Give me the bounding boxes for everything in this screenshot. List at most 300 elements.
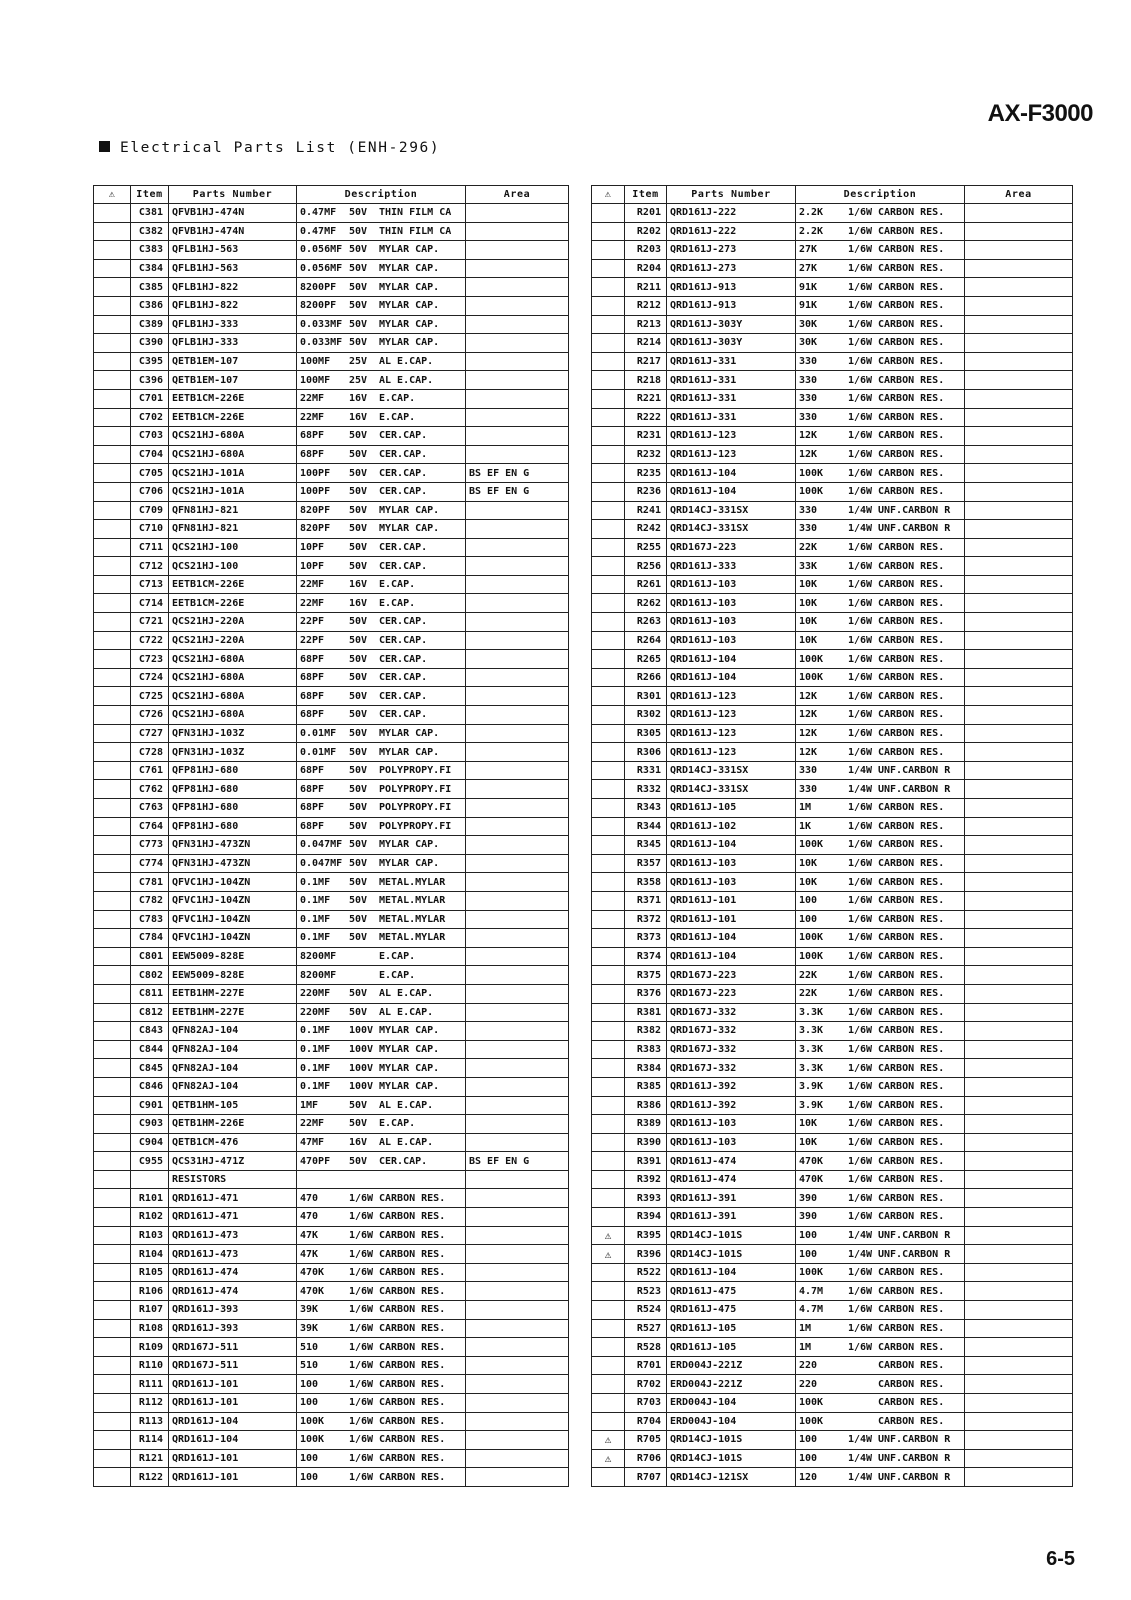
description-cell [796, 296, 965, 315]
safety-cell [592, 482, 625, 501]
table-row [592, 984, 1073, 1003]
desc-type: MYLAR CAP. [379, 746, 440, 758]
desc-type: UNF.CARBON R [878, 1229, 951, 1241]
description-cell [796, 575, 965, 594]
area-cell [466, 891, 569, 910]
area-cell [466, 352, 569, 371]
table-row [94, 1319, 569, 1338]
desc-rating: 1/4W [848, 1248, 873, 1260]
desc-type: MYLAR CAP. [379, 504, 440, 516]
description-cell [297, 594, 466, 613]
desc-rating: 50V [349, 244, 368, 256]
description-cell [297, 1394, 466, 1413]
desc-rating: 1/6W [848, 337, 873, 349]
table-row [94, 799, 569, 818]
desc-value: 390 [799, 1211, 818, 1223]
safety-cell [94, 1245, 131, 1264]
safety-cell [592, 780, 625, 799]
area-cell [466, 1394, 569, 1413]
item-cell: R110 [131, 1356, 169, 1375]
part-number-cell: QRD161J-101 [169, 1449, 297, 1468]
area-cell [466, 501, 569, 520]
desc-type: CARBON RES. [878, 951, 945, 963]
item-cell: R384 [625, 1059, 667, 1078]
part-number-cell: EETB1CM-226E [169, 389, 297, 408]
item-cell: R214 [625, 334, 667, 353]
desc-rating: 50V [349, 281, 368, 293]
description-cell [796, 1394, 965, 1413]
desc-rating: 1/6W [848, 1099, 873, 1111]
part-number-cell: ERD004J-104 [667, 1394, 796, 1413]
item-cell: R528 [625, 1338, 667, 1357]
table-row [592, 1301, 1073, 1320]
safety-cell [592, 1394, 625, 1413]
desc-value: 100K [799, 672, 824, 684]
desc-type: UNF.CARBON R [878, 1248, 951, 1260]
desc-value: 22MF [300, 1118, 325, 1130]
description-cell [796, 482, 965, 501]
description-cell [297, 1022, 466, 1041]
item-cell: R202 [625, 222, 667, 241]
description-cell [297, 352, 466, 371]
area-cell [965, 1245, 1073, 1264]
description-cell [796, 464, 965, 483]
desc-rating: 1/6W [349, 1453, 374, 1465]
desc-type: CARBON RES. [878, 281, 945, 293]
item-cell: C721 [131, 613, 169, 632]
description-cell [297, 1115, 466, 1134]
safety-cell [94, 520, 131, 539]
item-cell: C395 [131, 352, 169, 371]
item-cell: R344 [625, 817, 667, 836]
desc-value: 47MF [300, 1136, 325, 1148]
description-cell [297, 799, 466, 818]
item-cell: C761 [131, 761, 169, 780]
item-cell: C774 [131, 854, 169, 873]
table-row [94, 743, 569, 762]
table-row [592, 1431, 1073, 1450]
desc-type: CARBON RES. [379, 1415, 446, 1427]
item-cell: R706 [625, 1449, 667, 1468]
safety-cell [592, 1208, 625, 1227]
part-number-cell: QRD161J-103 [667, 873, 796, 892]
area-cell [965, 464, 1073, 483]
desc-value: 10K [799, 634, 818, 646]
desc-rating: 1/6W [349, 1285, 374, 1297]
table-row [94, 1208, 569, 1227]
part-number-cell: QRD161J-273 [667, 259, 796, 278]
desc-value: 100K [799, 932, 824, 944]
desc-rating: 16V [349, 411, 368, 423]
area-cell [466, 687, 569, 706]
safety-cell [592, 1468, 625, 1487]
desc-type: CARBON RES. [878, 1025, 945, 1037]
area-cell [965, 984, 1073, 1003]
item-cell: R211 [625, 278, 667, 297]
desc-rating: 1/6W [848, 913, 873, 925]
table-row [592, 929, 1073, 948]
part-number-cell: QRD161J-101 [169, 1375, 297, 1394]
safety-cell [592, 1022, 625, 1041]
part-number-cell: QRD161J-222 [667, 204, 796, 223]
area-cell [466, 427, 569, 446]
description-cell [297, 408, 466, 427]
safety-cell [94, 1356, 131, 1375]
safety-cell [94, 427, 131, 446]
safety-cell [592, 464, 625, 483]
safety-cell [94, 1431, 131, 1450]
desc-type: CER.CAP. [379, 449, 428, 461]
description-cell [796, 352, 965, 371]
desc-value: 470 [300, 1192, 319, 1204]
table-row [592, 1356, 1073, 1375]
desc-type: AL E.CAP. [379, 1136, 434, 1148]
table-row [592, 836, 1073, 855]
item-cell: R305 [625, 724, 667, 743]
desc-value: 0.01MF [300, 746, 337, 758]
table-row [94, 1375, 569, 1394]
description-cell [796, 1096, 965, 1115]
safety-cell [592, 743, 625, 762]
safety-cell [94, 315, 131, 334]
safety-cell [592, 1412, 625, 1431]
desc-type: CARBON RES. [878, 1211, 945, 1223]
desc-type: METAL.MYLAR [379, 913, 446, 925]
item-cell: C381 [131, 204, 169, 223]
description-cell [796, 984, 965, 1003]
description-cell [796, 1282, 965, 1301]
desc-rating: 1/6W [349, 1341, 374, 1353]
item-cell: R343 [625, 799, 667, 818]
table-row [592, 854, 1073, 873]
table-row [94, 278, 569, 297]
area-cell [965, 1115, 1073, 1134]
area-cell [965, 1412, 1073, 1431]
part-number-cell: QRD161J-104 [667, 482, 796, 501]
item-cell: R232 [625, 445, 667, 464]
desc-value: 0.1MF [300, 1025, 331, 1037]
desc-value: 3.3K [799, 1044, 824, 1056]
safety-cell [94, 1152, 131, 1171]
table-row [592, 817, 1073, 836]
part-number-cell: QRD161J-103 [667, 613, 796, 632]
description-cell [297, 873, 466, 892]
safety-cell [94, 464, 131, 483]
safety-cell [94, 1394, 131, 1413]
part-number-cell: QRD161J-474 [169, 1282, 297, 1301]
desc-rating: 1/6W [848, 1322, 873, 1334]
part-number-cell: QRD161J-474 [169, 1263, 297, 1282]
part-number-cell: QCS21HJ-100 [169, 557, 297, 576]
desc-type: AL E.CAP. [379, 1006, 434, 1018]
part-number-cell: QRD161J-303Y [667, 315, 796, 334]
safety-cell [94, 668, 131, 687]
area-cell [466, 1133, 569, 1152]
desc-type: CARBON RES. [878, 839, 945, 851]
desc-rating: 1/6W [349, 1304, 374, 1316]
safety-cell [94, 1301, 131, 1320]
desc-rating: 1/6W [848, 616, 873, 628]
area-cell [466, 222, 569, 241]
description-cell [796, 836, 965, 855]
description-cell [796, 371, 965, 390]
desc-type: METAL.MYLAR [379, 876, 446, 888]
item-cell: C845 [131, 1059, 169, 1078]
area-cell [466, 315, 569, 334]
table-row [94, 1301, 569, 1320]
item-cell: R375 [625, 966, 667, 985]
table-row [592, 1077, 1073, 1096]
desc-type: CARBON RES. [878, 1341, 945, 1353]
table-row [94, 352, 569, 371]
table-row [94, 1282, 569, 1301]
desc-value: 68PF [300, 690, 325, 702]
item-cell: C763 [131, 799, 169, 818]
desc-rating: 50V [349, 1099, 368, 1111]
desc-value: 22MF [300, 411, 325, 423]
desc-value: 120 [799, 1471, 818, 1483]
item-cell: R357 [625, 854, 667, 873]
desc-rating: 50V [349, 504, 368, 516]
table-row [94, 984, 569, 1003]
description-cell [297, 334, 466, 353]
desc-rating: 1/4W [848, 765, 873, 777]
safety-cell [592, 910, 625, 929]
safety-cell [94, 1040, 131, 1059]
part-number-cell: QCS21HJ-101A [169, 482, 297, 501]
desc-type: MYLAR CAP. [379, 318, 440, 330]
table-row [94, 613, 569, 632]
part-number-cell: QFLB1HJ-333 [169, 315, 297, 334]
safety-cell [94, 761, 131, 780]
safety-cell [592, 334, 625, 353]
part-number-cell: QFLB1HJ-563 [169, 259, 297, 278]
part-number-cell: QRD161J-473 [169, 1245, 297, 1264]
item-cell: R301 [625, 687, 667, 706]
part-number-cell: QRD161J-331 [667, 389, 796, 408]
safety-cell [592, 1356, 625, 1375]
table-row [94, 1394, 569, 1413]
desc-value: 30K [799, 318, 818, 330]
area-cell [466, 1319, 569, 1338]
item-cell: R104 [131, 1245, 169, 1264]
area-cell [965, 1096, 1073, 1115]
part-number-cell: QRD161J-473 [169, 1226, 297, 1245]
table-row [592, 389, 1073, 408]
item-cell: R212 [625, 296, 667, 315]
table-row [94, 222, 569, 241]
area-cell [965, 1077, 1073, 1096]
part-number-cell: QRD161J-123 [667, 687, 796, 706]
table-row [94, 1059, 569, 1078]
part-number-cell: ERD004J-221Z [667, 1375, 796, 1394]
desc-value: 8200PF [300, 300, 337, 312]
table-row [94, 854, 569, 873]
desc-value: 0.47MF [300, 207, 337, 219]
part-number-cell: EETB1CM-226E [169, 594, 297, 613]
desc-type: THIN FILM CA [379, 225, 452, 237]
header-warning-icon: ⚠ [94, 186, 131, 204]
safety-cell [94, 1449, 131, 1468]
table-row [592, 1115, 1073, 1134]
safety-cell [94, 204, 131, 223]
part-number-cell: QRD161J-104 [667, 947, 796, 966]
item-cell: R114 [131, 1431, 169, 1450]
safety-cell [94, 984, 131, 1003]
part-number-cell: QFN31HJ-473ZN [169, 836, 297, 855]
item-cell: C801 [131, 947, 169, 966]
description-cell [796, 947, 965, 966]
area-cell [466, 743, 569, 762]
safety-cell [592, 817, 625, 836]
desc-value: 33K [799, 560, 818, 572]
desc-value: 12K [799, 449, 818, 461]
area-cell [965, 1356, 1073, 1375]
desc-type: MYLAR CAP. [379, 300, 440, 312]
desc-value: 68PF [300, 802, 325, 814]
table-row [94, 761, 569, 780]
desc-rating: 1/6W [349, 1322, 374, 1334]
table-row [94, 1133, 569, 1152]
part-number-cell: QETB1HM-226E [169, 1115, 297, 1134]
safety-cell [592, 761, 625, 780]
item-cell: C382 [131, 222, 169, 241]
area-cell [466, 1263, 569, 1282]
desc-type: UNF.CARBON R [878, 1471, 951, 1483]
desc-rating: 1/6W [848, 393, 873, 405]
table-row [592, 966, 1073, 985]
description-cell [297, 389, 466, 408]
desc-value: 3.9K [799, 1081, 824, 1093]
desc-type: CARBON RES. [878, 895, 945, 907]
item-cell: R112 [131, 1394, 169, 1413]
item-cell: R262 [625, 594, 667, 613]
part-number-cell: EEW5009-828E [169, 947, 297, 966]
item-cell: R218 [625, 371, 667, 390]
table-row [592, 371, 1073, 390]
table-row [94, 501, 569, 520]
safety-cell [592, 947, 625, 966]
area-cell [466, 241, 569, 260]
description-cell [297, 1356, 466, 1375]
table-row [94, 873, 569, 892]
safety-cell [94, 575, 131, 594]
desc-type: CARBON RES. [878, 672, 945, 684]
desc-value: 100K [799, 839, 824, 851]
item-cell: R203 [625, 241, 667, 260]
area-cell [466, 1412, 569, 1431]
part-number-cell: QRD161J-104 [667, 668, 796, 687]
safety-cell [94, 389, 131, 408]
desc-type: UNF.CARBON R [878, 1434, 951, 1446]
area-cell [965, 910, 1073, 929]
safety-cell [592, 408, 625, 427]
area-cell [965, 222, 1073, 241]
safety-cell [592, 1059, 625, 1078]
desc-rating: 1/6W [848, 411, 873, 423]
table-row [592, 1096, 1073, 1115]
part-number-cell: QCS21HJ-101A [169, 464, 297, 483]
desc-type: MYLAR CAP. [379, 1025, 440, 1037]
desc-rating: 50V [349, 672, 368, 684]
item-cell: C726 [131, 706, 169, 725]
safety-cell [592, 538, 625, 557]
description-cell [796, 1077, 965, 1096]
table-row [94, 1003, 569, 1022]
desc-type: CARBON RES. [379, 1285, 446, 1297]
item-cell: C712 [131, 557, 169, 576]
description-cell [796, 631, 965, 650]
header-item: Item [131, 186, 169, 204]
safety-cell [94, 1338, 131, 1357]
desc-type: CARBON RES. [878, 263, 945, 275]
desc-value: 390 [799, 1192, 818, 1204]
desc-type: CARBON RES. [379, 1453, 446, 1465]
desc-type: UNF.CARBON R [878, 783, 951, 795]
description-cell [297, 724, 466, 743]
desc-value: 330 [799, 393, 818, 405]
table-row [592, 1152, 1073, 1171]
table-row [94, 966, 569, 985]
desc-value: 47K [300, 1229, 319, 1241]
desc-rating: 50V [349, 783, 368, 795]
area-cell [965, 724, 1073, 743]
desc-value: 820PF [300, 523, 331, 535]
area-cell [965, 315, 1073, 334]
desc-value: 10K [799, 876, 818, 888]
safety-cell [94, 1170, 131, 1189]
part-number-cell: QRD161J-333 [667, 557, 796, 576]
table-row [592, 873, 1073, 892]
desc-value: 0.047MF [300, 839, 343, 851]
table-row [592, 650, 1073, 669]
area-cell [466, 296, 569, 315]
item-cell: R263 [625, 613, 667, 632]
table-row [94, 1170, 569, 1189]
part-number-cell: QRD161J-303Y [667, 334, 796, 353]
item-cell: C843 [131, 1022, 169, 1041]
safety-cell [592, 222, 625, 241]
description-cell [796, 780, 965, 799]
area-cell [965, 296, 1073, 315]
description-cell [796, 1245, 965, 1264]
area-cell [965, 780, 1073, 799]
description-cell [796, 910, 965, 929]
item-cell: R108 [131, 1319, 169, 1338]
safety-cell [94, 1263, 131, 1282]
item-cell: C711 [131, 538, 169, 557]
desc-type: POLYPROPY.FI [379, 820, 452, 832]
table-row [592, 538, 1073, 557]
part-number-cell: QFN31HJ-473ZN [169, 854, 297, 873]
description-cell [297, 706, 466, 725]
table-row [94, 1468, 569, 1487]
description-cell [297, 1077, 466, 1096]
item-cell: C728 [131, 743, 169, 762]
table-row [94, 1152, 569, 1171]
area-cell [466, 761, 569, 780]
table-row [94, 910, 569, 929]
safety-cell [94, 817, 131, 836]
part-number-cell: QETB1CM-476 [169, 1133, 297, 1152]
part-number-cell: QFP81HJ-680 [169, 799, 297, 818]
description-cell [297, 929, 466, 948]
part-number-cell: QRD161J-392 [667, 1096, 796, 1115]
section-title [99, 140, 440, 156]
area-cell [466, 1096, 569, 1115]
desc-rating: 16V [349, 579, 368, 591]
desc-rating: 1/6W [848, 1062, 873, 1074]
